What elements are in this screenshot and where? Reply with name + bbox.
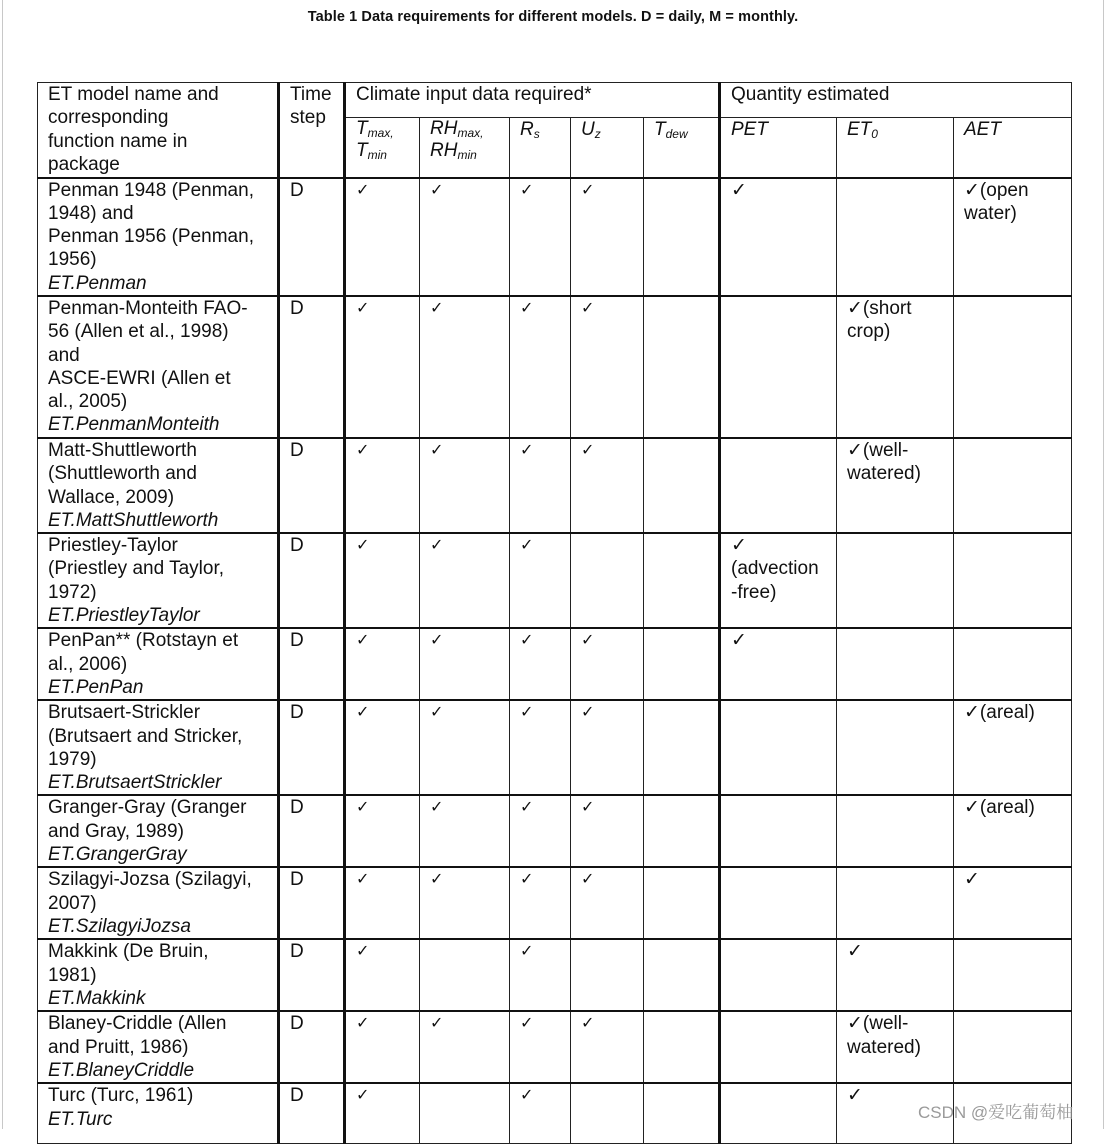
table-row bbox=[38, 939, 1072, 1011]
function-name: ET.PriestleyTaylor bbox=[48, 605, 200, 627]
timestep-cell: D bbox=[279, 628, 345, 700]
timestep-cell: D bbox=[279, 1083, 345, 1143]
table-row bbox=[38, 296, 1072, 438]
header-col-rhmax-rhmin: $RH_{max,}$ $RH_{min}$ bbox=[420, 118, 510, 178]
input-tmax-tmin-cell: ✓ bbox=[345, 628, 420, 700]
input-tdew-cell bbox=[644, 939, 720, 1011]
input-uz-cell: ✓ bbox=[571, 178, 644, 296]
input-tdew-cell bbox=[644, 178, 720, 296]
input-rhmax-rhmin-cell bbox=[420, 1083, 510, 1143]
header-col-tdew: $T_{dew}$ bbox=[644, 118, 720, 178]
input-tdew-cell bbox=[644, 438, 720, 533]
header-quantity-group: Quantity estimated bbox=[720, 83, 1072, 118]
data-requirements-table bbox=[37, 82, 1072, 1144]
model-name-cell: Blaney-Criddle (Allen and Pruitt, 1986) ET.BlaneyCriddle bbox=[38, 1011, 279, 1083]
pet-cell bbox=[720, 795, 837, 867]
table-row bbox=[38, 533, 1072, 628]
aet-cell: ✓ bbox=[954, 867, 1072, 939]
header-row-1 bbox=[38, 83, 1072, 118]
header-col-et0: $ET_0$ bbox=[837, 118, 954, 178]
et0-cell bbox=[837, 867, 954, 939]
model-name-cell: Granger-Gray (Granger and Gray, 1989) ET.GrangerGray bbox=[38, 795, 279, 867]
input-tdew-cell bbox=[644, 533, 720, 628]
input-uz-cell: ✓ bbox=[571, 296, 644, 438]
input-tmax-tmin-cell: ✓ bbox=[345, 867, 420, 939]
aet-cell bbox=[954, 628, 1072, 700]
et0-cell bbox=[837, 533, 954, 628]
function-name: ET.BrutsaertStrickler bbox=[48, 772, 222, 794]
pet-cell bbox=[720, 296, 837, 438]
et0-cell bbox=[837, 795, 954, 867]
model-name-cell: PenPan** (Rotstayn et al., 2006) ET.PenPan bbox=[38, 628, 279, 700]
input-uz-cell: ✓ bbox=[571, 867, 644, 939]
timestep-cell: D bbox=[279, 178, 345, 296]
input-rhmax-rhmin-cell bbox=[420, 939, 510, 1011]
function-name: ET.BlaneyCriddle bbox=[48, 1059, 195, 1081]
input-tdew-cell bbox=[644, 1083, 720, 1143]
input-tmax-tmin-cell: ✓ bbox=[345, 795, 420, 867]
input-rs-cell: ✓ bbox=[510, 438, 571, 533]
timestep-cell: D bbox=[279, 867, 345, 939]
aet-cell: ✓(open water) bbox=[954, 178, 1072, 296]
model-name-cell: Penman-Monteith FAO- 56 (Allen et al., 1998) and ASCE-EWRI (Allen et al., 2005) ET.PenmanMonteith bbox=[38, 296, 279, 438]
input-rs-cell: ✓ bbox=[510, 939, 571, 1011]
pet-cell bbox=[720, 1083, 837, 1143]
input-rs-cell: ✓ bbox=[510, 178, 571, 296]
pet-cell bbox=[720, 867, 837, 939]
input-uz-cell bbox=[571, 939, 644, 1011]
header-col-pet: PET bbox=[720, 118, 837, 178]
timestep-cell: D bbox=[279, 939, 345, 1011]
input-rhmax-rhmin-cell: ✓ bbox=[420, 296, 510, 438]
aet-cell: ✓(areal) bbox=[954, 700, 1072, 795]
input-rhmax-rhmin-cell: ✓ bbox=[420, 795, 510, 867]
et0-cell: ✓ bbox=[837, 939, 954, 1011]
input-uz-cell: ✓ bbox=[571, 795, 644, 867]
header-col-uz: $U_z$ bbox=[571, 118, 644, 178]
model-name-cell: Turc (Turc, 1961) ET.Turc bbox=[38, 1083, 279, 1143]
pet-cell bbox=[720, 939, 837, 1011]
et0-cell bbox=[837, 700, 954, 795]
model-name-cell: Szilagyi-Jozsa (Szilagyi, 2007) ET.SzilagyiJozsa bbox=[38, 867, 279, 939]
function-name: ET.GrangerGray bbox=[48, 844, 187, 866]
function-name: ET.PenPan bbox=[48, 676, 144, 698]
watermark: CSDN @爱吃葡萄柚 bbox=[918, 1103, 1074, 1122]
input-rs-cell: ✓ bbox=[510, 1011, 571, 1083]
input-uz-cell bbox=[571, 1083, 644, 1143]
input-rhmax-rhmin-cell: ✓ bbox=[420, 628, 510, 700]
timestep-cell: D bbox=[279, 795, 345, 867]
timestep-cell: D bbox=[279, 438, 345, 533]
function-name: ET.MattShuttleworth bbox=[48, 509, 219, 531]
aet-cell bbox=[954, 939, 1072, 1011]
input-tmax-tmin-cell: ✓ bbox=[345, 533, 420, 628]
input-uz-cell: ✓ bbox=[571, 700, 644, 795]
table-caption: Table 1 Data requirements for different models. D = daily, M = monthly. bbox=[307, 9, 799, 25]
input-rs-cell: ✓ bbox=[510, 700, 571, 795]
pet-cell: ✓ (advection -free) bbox=[720, 533, 837, 628]
input-tdew-cell bbox=[644, 795, 720, 867]
et0-cell bbox=[837, 628, 954, 700]
input-tdew-cell bbox=[644, 700, 720, 795]
input-uz-cell: ✓ bbox=[571, 438, 644, 533]
input-rs-cell: ✓ bbox=[510, 867, 571, 939]
et0-cell: ✓(short crop) bbox=[837, 296, 954, 438]
et0-cell: ✓(well- watered) bbox=[837, 1011, 954, 1083]
input-uz-cell bbox=[571, 533, 644, 628]
table-row bbox=[38, 628, 1072, 700]
input-uz-cell: ✓ bbox=[571, 1011, 644, 1083]
function-name: ET.Penman bbox=[48, 272, 147, 294]
input-tdew-cell bbox=[644, 296, 720, 438]
header-model: ET model name and corresponding function name in package bbox=[38, 83, 279, 178]
aet-cell bbox=[954, 533, 1072, 628]
header-climate-group: Climate input data required* bbox=[345, 83, 720, 118]
input-tmax-tmin-cell: ✓ bbox=[345, 700, 420, 795]
table-row bbox=[38, 1083, 1072, 1143]
pet-cell bbox=[720, 438, 837, 533]
input-rs-cell: ✓ bbox=[510, 1083, 571, 1143]
input-rhmax-rhmin-cell: ✓ bbox=[420, 867, 510, 939]
page-edge-right bbox=[1103, 0, 1104, 1129]
et0-cell bbox=[837, 178, 954, 296]
timestep-cell: D bbox=[279, 296, 345, 438]
timestep-cell: D bbox=[279, 533, 345, 628]
aet-cell: ✓(areal) bbox=[954, 795, 1072, 867]
input-uz-cell: ✓ bbox=[571, 628, 644, 700]
input-rs-cell: ✓ bbox=[510, 795, 571, 867]
table-row bbox=[38, 867, 1072, 939]
pet-cell: ✓ bbox=[720, 178, 837, 296]
aet-cell bbox=[954, 1011, 1072, 1083]
input-tmax-tmin-cell: ✓ bbox=[345, 1011, 420, 1083]
model-name-cell: Matt-Shuttleworth (Shuttleworth and Wallace, 2009) ET.MattShuttleworth bbox=[38, 438, 279, 533]
table-row bbox=[38, 178, 1072, 296]
pet-cell bbox=[720, 700, 837, 795]
model-name-cell: Brutsaert-Strickler (Brutsaert and Stricker, 1979) ET.BrutsaertStrickler bbox=[38, 700, 279, 795]
input-tdew-cell bbox=[644, 1011, 720, 1083]
model-name-cell: Makkink (De Bruin, 1981) ET.Makkink bbox=[38, 939, 279, 1011]
header-col-tmax-tmin: $T_{max,}$ $T_{min}$ bbox=[345, 118, 420, 178]
input-rs-cell: ✓ bbox=[510, 296, 571, 438]
model-name-cell: Priestley-Taylor (Priestley and Taylor, 1972) ET.PriestleyTaylor bbox=[38, 533, 279, 628]
input-tmax-tmin-cell: ✓ bbox=[345, 438, 420, 533]
header-timestep: Time step bbox=[279, 83, 345, 178]
input-rhmax-rhmin-cell: ✓ bbox=[420, 178, 510, 296]
timestep-cell: D bbox=[279, 1011, 345, 1083]
et0-cell: ✓(well- watered) bbox=[837, 438, 954, 533]
table-row bbox=[38, 795, 1072, 867]
input-rhmax-rhmin-cell: ✓ bbox=[420, 438, 510, 533]
pet-cell bbox=[720, 1011, 837, 1083]
input-rhmax-rhmin-cell: ✓ bbox=[420, 1011, 510, 1083]
input-tdew-cell bbox=[644, 628, 720, 700]
function-name: ET.SzilagyiJozsa bbox=[48, 915, 191, 937]
function-name: ET.Turc bbox=[48, 1108, 113, 1130]
header-col-rs: $R_s$ bbox=[510, 118, 571, 178]
et0-cell: ✓ bbox=[837, 1083, 954, 1143]
aet-cell bbox=[954, 438, 1072, 533]
table-row bbox=[38, 700, 1072, 795]
input-rs-cell: ✓ bbox=[510, 628, 571, 700]
header-col-aet: AET bbox=[954, 118, 1072, 178]
input-tmax-tmin-cell: ✓ bbox=[345, 178, 420, 296]
input-tmax-tmin-cell: ✓ bbox=[345, 296, 420, 438]
input-rhmax-rhmin-cell: ✓ bbox=[420, 533, 510, 628]
pet-cell: ✓ bbox=[720, 628, 837, 700]
page-edge-left bbox=[2, 0, 3, 1129]
aet-cell bbox=[954, 296, 1072, 438]
input-tdew-cell bbox=[644, 867, 720, 939]
input-tmax-tmin-cell: ✓ bbox=[345, 939, 420, 1011]
model-name-cell: Penman 1948 (Penman, 1948) and Penman 1956 (Penman, 1956) ET.Penman bbox=[38, 178, 279, 296]
function-name: ET.PenmanMonteith bbox=[48, 414, 220, 436]
input-tmax-tmin-cell: ✓ bbox=[345, 1083, 420, 1143]
table-row bbox=[38, 1011, 1072, 1083]
table-row bbox=[38, 438, 1072, 533]
input-rs-cell: ✓ bbox=[510, 533, 571, 628]
function-name: ET.Makkink bbox=[48, 987, 146, 1009]
timestep-cell: D bbox=[279, 700, 345, 795]
input-rhmax-rhmin-cell: ✓ bbox=[420, 700, 510, 795]
